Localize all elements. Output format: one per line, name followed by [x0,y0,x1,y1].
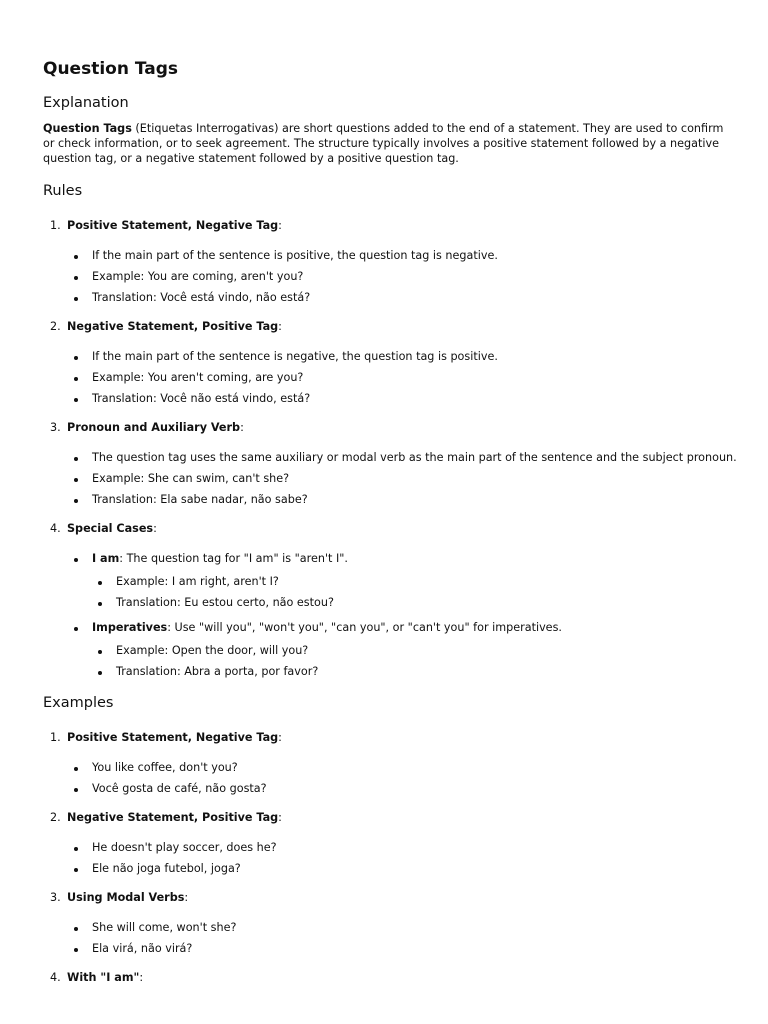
page-title: Question Tags [43,59,179,79]
rule-item: 2. Negative Statement, Positive Tag: [50,320,282,333]
explanation-heading: Explanation [43,95,129,111]
list-item: Example: She can swim, can't she? [92,472,290,485]
rule-item: 4. Special Cases: [50,522,157,535]
list-item: Você gosta de café, não gosta? [92,782,267,795]
example-label: Using Modal Verbs [67,891,185,904]
rule-item: 3. Pronoun and Auxiliary Verb: [50,421,244,434]
rule-label: Special Cases [67,522,154,535]
sub-list-item: Translation: Abra a porta, por favor? [116,665,319,678]
list-item: Example: You are coming, aren't you? [92,270,304,283]
list-item: He doesn't play soccer, does he? [92,841,277,854]
example-item: 1. Positive Statement, Negative Tag: [50,731,282,744]
list-item: Ela virá, não virá? [92,942,193,955]
explanation-paragraph [43,121,727,166]
list-item: Imperatives: Use "will you", "won't you", "can you", or "can't you" for imperatives. [92,621,562,634]
example-item: 3. Using Modal Verbs: [50,891,189,904]
list-item: Ele não joga futebol, joga? [92,862,241,875]
list-item: Translation: Ela sabe nadar, não sabe? [92,493,308,506]
explanation-text: (Etiquetas Interrogativas) are short questions added to the end of a statement. They are used to confirm or check information, or to seek agreement. The structure typically involves a positive statement followed by a negative question tag, or a negative statement followed by a positive question tag. [43,122,724,165]
rule-label: Pronoun and Auxiliary Verb [67,421,241,434]
example-label: With "I am" [67,971,140,984]
example-item: 2. Negative Statement, Positive Tag: [50,811,282,824]
example-item: 4. With "I am": [50,971,144,984]
explanation-bold-term: Question Tags [43,122,132,135]
list-item: The question tag uses the same auxiliary or modal verb as the main part of the sentence and the subject pronoun. [92,451,737,464]
rule-item: 1. Positive Statement, Negative Tag: [50,219,282,232]
examples-heading: Examples [43,695,114,711]
rule-label: Positive Statement, Negative Tag [67,219,279,232]
list-item: If the main part of the sentence is negative, the question tag is positive. [92,350,498,363]
rules-heading: Rules [43,183,83,199]
rule-label: Negative Statement, Positive Tag [67,320,279,333]
list-item: Translation: Você está vindo, não está? [92,291,311,304]
sub-list-item: Translation: Eu estou certo, não estou? [116,596,334,609]
list-item: If the main part of the sentence is positive, the question tag is negative. [92,249,498,262]
list-item: Example: You aren't coming, are you? [92,371,304,384]
list-item: I am: The question tag for "I am" is "aren't I". [92,552,348,565]
example-label: Negative Statement, Positive Tag [67,811,279,824]
example-label: Positive Statement, Negative Tag [67,731,279,744]
sub-list-item: Example: Open the door, will you? [116,644,309,657]
sub-list-item: Example: I am right, aren't I? [116,575,279,588]
list-item: You like coffee, don't you? [92,761,238,774]
list-item: Translation: Você não está vindo, está? [92,392,311,405]
list-item: She will come, won't she? [92,921,237,934]
